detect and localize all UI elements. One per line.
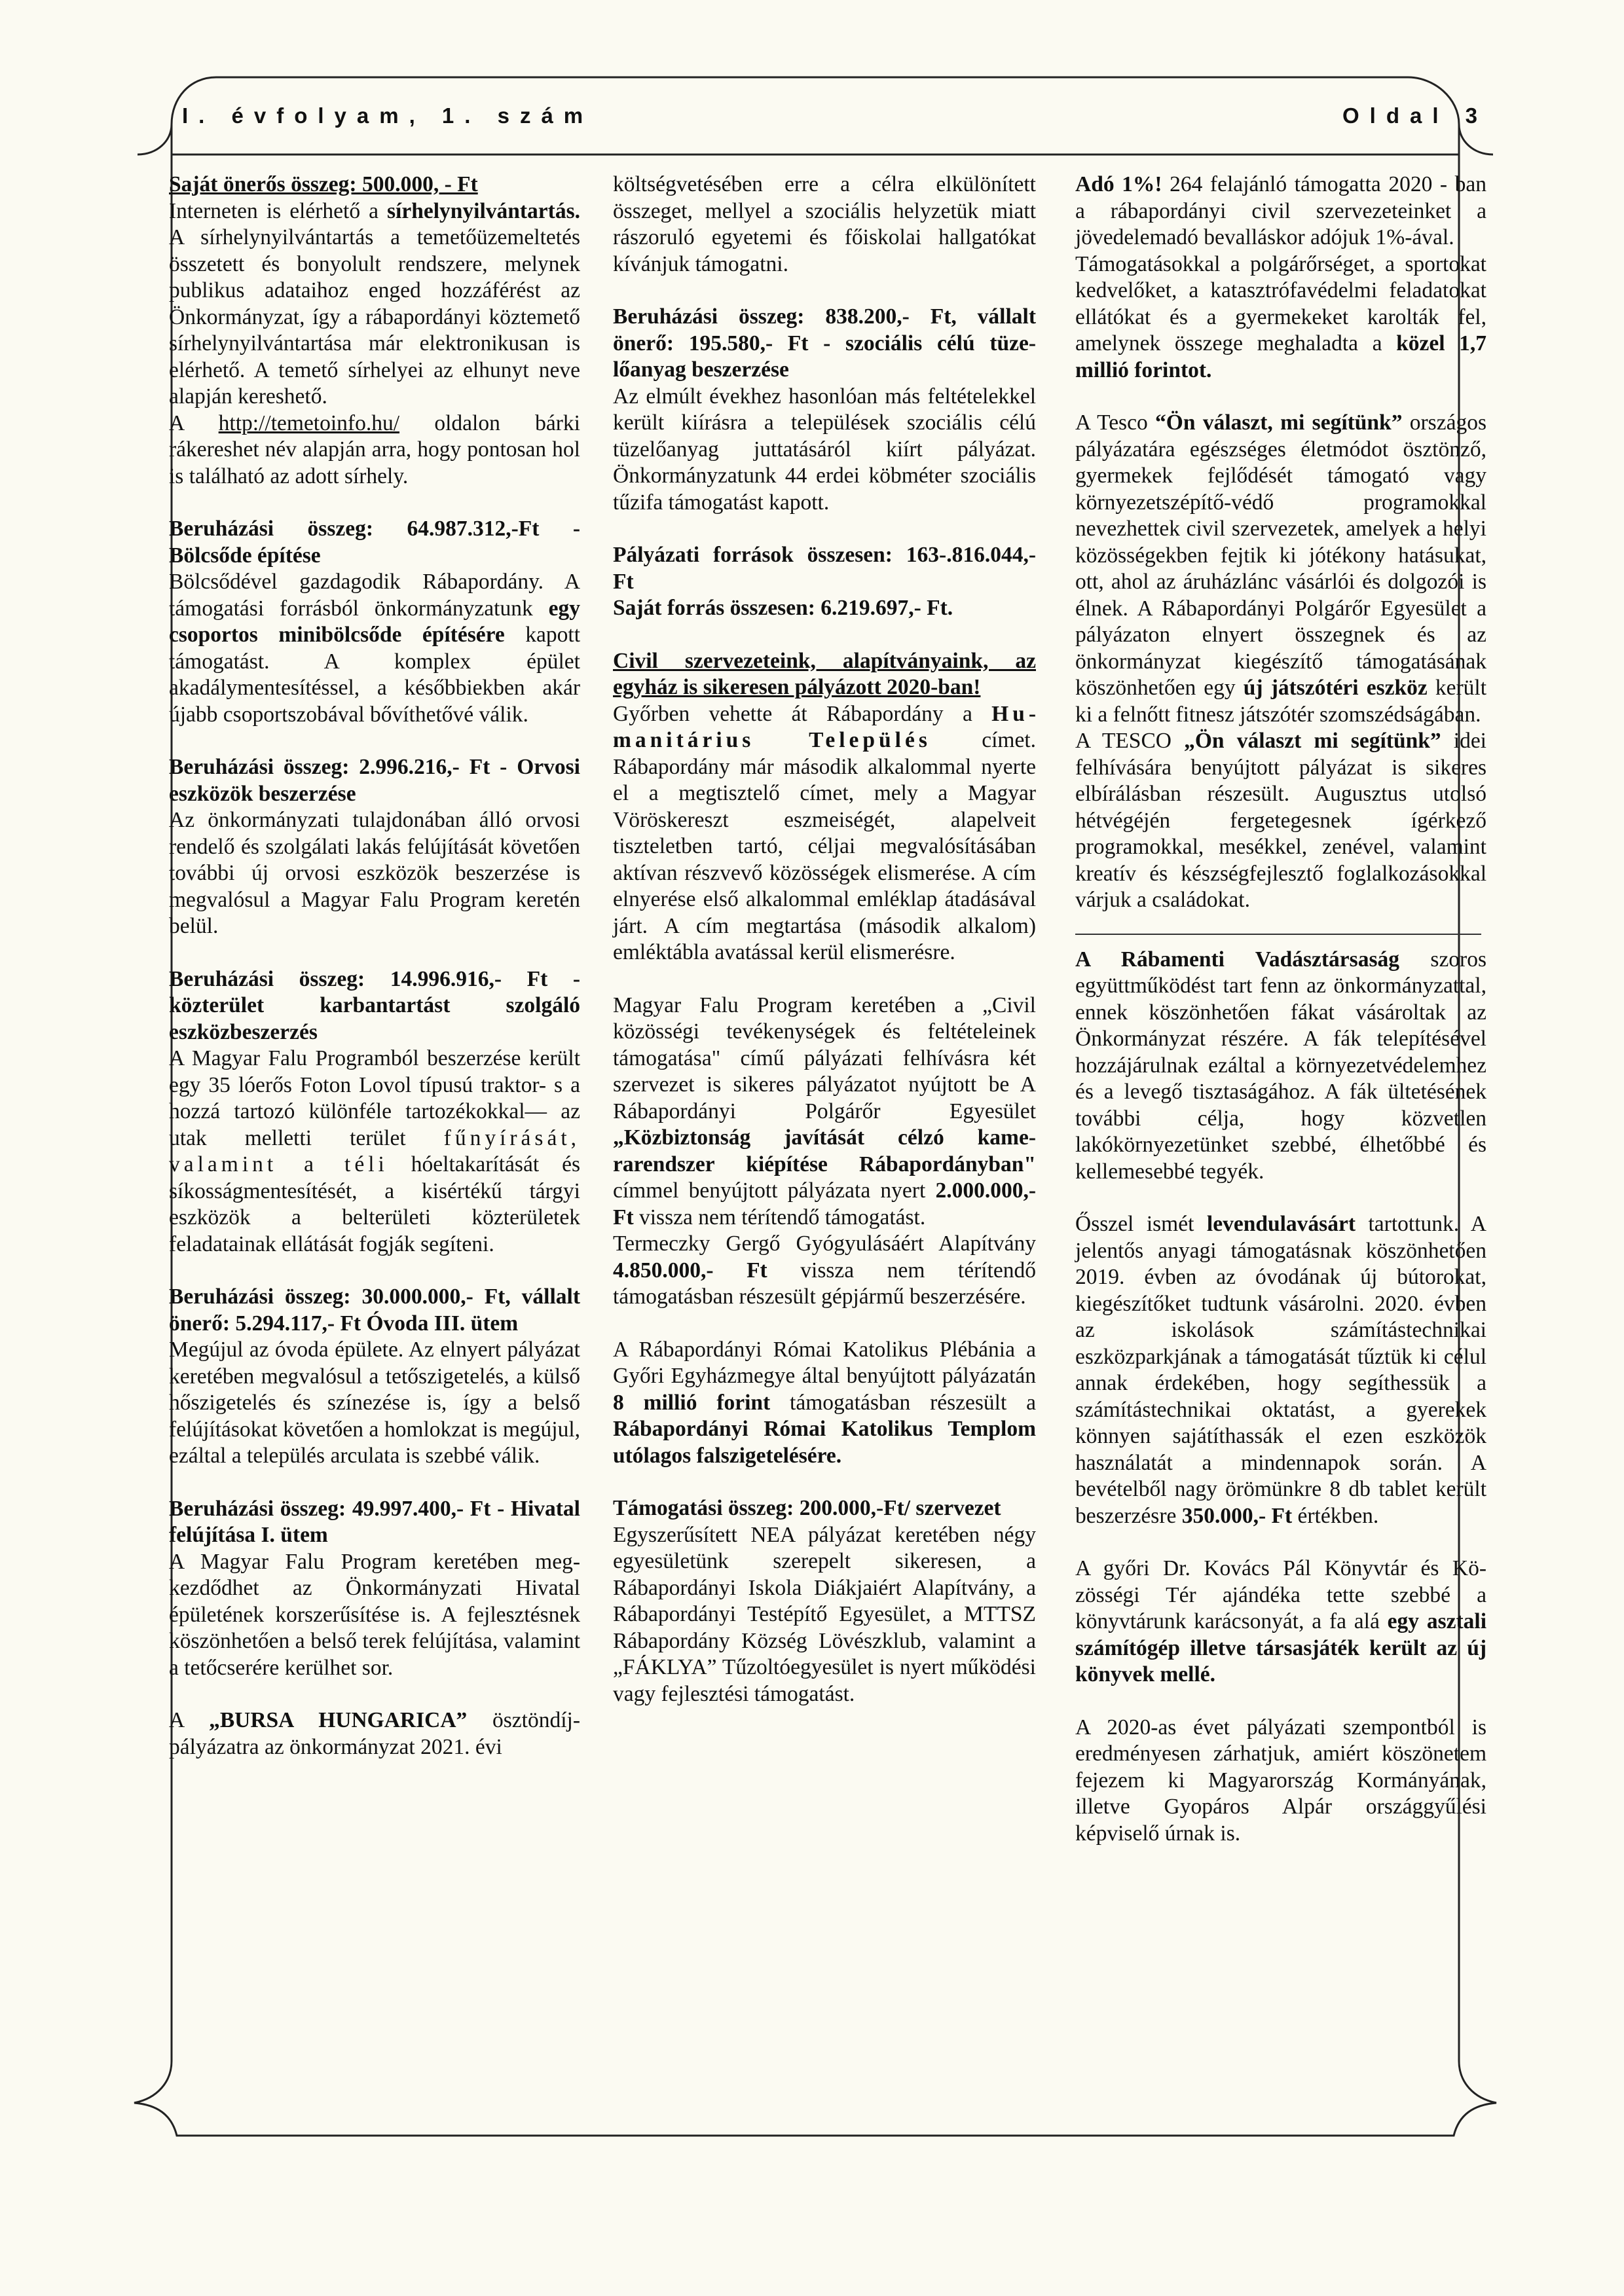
section-heading: Beruházási összeg: 49.997.400,- Ft - Hivatal felújítása I. ütem bbox=[169, 1496, 580, 1547]
page-number: Oldal 3 bbox=[1342, 103, 1488, 128]
paragraph: A http://temetoinfo.hu/ oldalon bárki rákereshet név alapján arra, hogy pontosan hol is található az adott sírhely. bbox=[169, 410, 580, 488]
paragraph: Támogatásokkal a polgárőrséget, a sportokat kedvelőket, a katasztrófavédelmi feladatokat ellátókat és a gyermekeket karolták fel, amelynek összege meghaladta a közel 1,7 millió forintot. bbox=[1075, 251, 1486, 382]
paragraph: A „BURSA HUNGARICA” ösztöndíjpályázatra az önkormányzat 2021. évi bbox=[169, 1708, 580, 1759]
paragraph: Magyar Falu Program keretében a „Civil közösségi tevékenységek és feltételeinek támogatása" című pályázati felhívásra két szervezet is sikeres pályázatot nyújtott be A Rábapordányi Polgárőr Egyesület „Közbiztonság javítását célzó kamerarendszer kiépítése Rábapordányban" címmel benyújtott pályázata nyert 2.000.000,- Ft vissza nem térítendő támogatást. bbox=[613, 993, 1036, 1230]
paragraph: A TESCO „Ön választ mi segítünk” idei felhívására benyújtott pályázat is sikeres elbírálásban részesült. Augusztus utolsó hétvégéjén fergetegesnek ígérkező programokkal, mesékkel, zenével, valamint kreatív és készségfejlesztő foglalkozásokkal várjuk a családokat. bbox=[1075, 729, 1486, 912]
paragraph: Győrben vehette át Rábapordány a Humanitárius Település címet. Rábapordány már második alkalommal nyerte el a megtisztelő címet, mely a Magyar Vöröskereszt eszmeiségét, alapelveit tiszteletben tartó, céljai megvalósításában aktívan részvevő közösségek elismerése. A cím elnyerése első alkalommal emléklap átadásával járt. A cím megtartása (második alkalom) emléktábla avatással kerül elismerésre. bbox=[613, 701, 1036, 964]
section-heading: Beruházási összeg: 30.000.000,- Ft, vállalt önerő: 5.294.117,- Ft Óvoda III. ütem bbox=[169, 1285, 580, 1336]
totals-line: Pályázati források összesen: 163-.816.044,- Ft bbox=[613, 543, 1036, 594]
section-heading: Beruházási összeg: 2.996.216,- Ft - Orvosi eszközök beszerzése bbox=[169, 755, 580, 806]
column-2 bbox=[613, 172, 1036, 1707]
paragraph: A Tesco “Ön választ, mi segítünk” országos pályázatára egészséges életmódot ösztönző, gyermekek fejlődését támogató vagy környezetszépítő-védő programokkal nevezhettek civil szervezetek, amelyek a helyi közösségekben fejtik ki jótékony hatásukat, ott, ahol az áruházlánc vásárlói és dolgozói is élnek. A Rábapordányi Polgárőr Egyesület a pályázaton elnyert összegnek és az önkormányzat kiegészítő támogatásának köszönhetően egy új játszótéri eszköz került ki a felnőtt fitnesz játszótér szomszédságában. bbox=[1075, 410, 1486, 727]
paragraph: Megújul az óvoda épülete. Az elnyert pályázat keretében megvalósul a tetőszigetelés, a külső hőszigetelés és színezése is, így a belső felújításokat követően a homlokzat is megújul, ezáltal a település arculata is szebbé válik. bbox=[169, 1338, 580, 1468]
section-heading: Beruházási összeg: 838.200,- Ft, vállalt önerő: 195.580,- Ft - szociális célú tüzelőanyag beszerzése bbox=[613, 304, 1036, 382]
totals-line: Saját forrás összesen: 6.219.697,- Ft. bbox=[613, 596, 953, 620]
paragraph: Az elmúlt évekhez hasonlóan más feltételekkel került kiírásra a települések szociális célú tüzelőanyag juttatásáról kiírt pályázat. Önkormányzatunk 44 erdei köbméter szociális tűzifa támogatást kapott. bbox=[613, 384, 1036, 515]
paragraph: Termeczky Gergő Gyógyulásáért Alapítvány 4.850.000,- Ft vissza nem térítendő támogatásban részesült gépjármű beszerzésére. bbox=[613, 1231, 1036, 1309]
paragraph: A 2020-as évet pályázati szempontból is eredményesen zárhatjuk, amiért köszönetem fejezem ki Magyarország Kormányának, illetve Gyopáros Alpár országgyűlési képviselő úrnak is. bbox=[1075, 1715, 1486, 1846]
paragraph: Interneten is elérhető a sírhelynyilvántartás. A sírhelynyilvántartás a temetőüzemeltetés összetett és bonyolult rendszere, melynek publikus adataihoz enged hozzáférést az Önkormányzat, így a rábapordányi köztemető sírhelynyilvántartása már elektronikusan is elérhető. A temető sírhelyei az elhunyt neve alapján kereshető. bbox=[169, 198, 580, 409]
paragraph: Bölcsődével gazdagodik Rábapordány. A támogatási forrásból önkormányzatunk egy csoportos minibölcsőde építésére kapott támogatást. A komplex épület akadálymentesítéssel, a későbbiekben akár újabb csoportszobával bővíthetővé válik. bbox=[169, 570, 580, 727]
paragraph: költségvetésében erre a célra elkülönített összeget, mellyel a szociális helyzetük miatt rászoruló egyetemi és főiskolai hallgatókat kívánjuk támogatni. bbox=[613, 172, 1036, 276]
section-heading: Saját önerős összeg: 500.000, - Ft bbox=[169, 172, 478, 196]
paragraph: A győri Dr. Kovács Pál Könyvtár és Közösségi Tér ajándéka tette szebbé a könyvtárunk karácsonyát, a fa alá egy asztali számítógép illetve társasjáték került az új könyvek mellé. bbox=[1075, 1556, 1487, 1686]
section-heading: Beruházási összeg: 14.996.916,- Ft - közterület karbantartást szolgáló eszközbeszerzés bbox=[169, 966, 580, 1044]
paragraph: A Rábamenti Vadásztársaság szoros együttműködést tart fenn az önkormányzattal, ennek köszönhetően fákat vásároltak az Önkormányzat részére. A fák telepítésével hozzájárulnak ezáltal a környezetvédelemhez és a levegő tisztaságához. A fák ültetésének további célja, hogy közvetlen lakókörnyezetünket szebbé, élhetőbbé és kellemesebbé tegyék. bbox=[1075, 947, 1486, 1184]
section-heading: Beruházási összeg: 64.987.312,-Ft - Bölcsőde építése bbox=[169, 517, 580, 568]
paragraph: A Magyar Falu Program keretében megkezdődhet az Önkormányzati Hivatal épületének korszerűsítése is. A fejlesztésnek köszönhetően a belső terek felújítása, valamint a tetőcserére kerülhet sor. bbox=[169, 1549, 580, 1680]
divider bbox=[1075, 934, 1481, 935]
paragraph: Ősszel ismét levendulavásárt tartottunk. A jelentős anyagi támogatásnak köszönhetően 2019. évben az óvodának új bútorokat, kiegészítőket tudtunk vásárolni. 2020. évben az iskolások számítástechnikai eszközparkjának a támogatását tűztük ki célul annak érdekében, hogy segíthessük a számítástechnikai oktatást, a gyerekek könnyen sajátíthassák el ezen eszközök használatát a mindennapok során. A bevételből nagy örömünkre 8 db tablet került beszerzésre 350.000,- Ft értékben. bbox=[1075, 1212, 1486, 1528]
paragraph: Az önkormányzati tulajdonában álló orvosi rendelő és szolgálati lakás felújítását követően további új orvosi eszközök beszerzése is megvalósul a Magyar Falu Program keretén belül. bbox=[169, 808, 580, 938]
section-heading: Civil szervezeteink, alapítványaink, az egyház is sikeresen pályázott 2020-ban! bbox=[613, 648, 1036, 699]
temetoinfo-link[interactable]: http://temetoinfo.hu/ bbox=[218, 410, 400, 435]
issue-label: I. évfolyam, 1. szám bbox=[182, 103, 594, 128]
paragraph: A Rábapordányi Római Katolikus Plébánia a Győri Egyházmegye által benyújtott pályázatán 8 millió forint támogatásban részesült a Rábapordányi Római Katolikus Templom utólagos falszigetelésére. bbox=[613, 1337, 1036, 1468]
paragraph: Egyszerűsített NEA pályázat keretében négy egyesületünk szerepelt sikeresen, a Rábapordányi Iskola Diákjaiért Alapítvány, a Rábapordányi Testépítő Egyesület, a MTTSZ Rábapordány Község Lövészklub, valamint a „FÁKLYA” Tűzoltóegyesület is nyert működési vagy fejlesztési támogatást. bbox=[613, 1522, 1036, 1706]
paragraph: Adó 1%! 264 felajánló támogatta 2020 - ban a rábapordányi civil szervezeteinket a jövedelemadó bevalláskor adójuk 1%-ával. bbox=[1075, 172, 1486, 249]
corner-br bbox=[1408, 2061, 1496, 2136]
paragraph: A Magyar Falu Programból beszerzése került egy 35 lóerős Foton Lovol típusú traktor- s a hozzá tartozó különféle tartozékokkal— az utak melletti terület fűnyírását, valamint a téli hóeltakarítását és síkosságmentesítését, a kisértékű tárgyi eszközök a belterületi közterületek feladatainak ellátását fogják segíteni. bbox=[169, 1046, 580, 1256]
column-3 bbox=[1075, 172, 1486, 1847]
corner-bl bbox=[134, 2061, 216, 2136]
column-1 bbox=[169, 172, 580, 1760]
section-heading: Támogatási összeg: 200.000,-Ft/ szervezet bbox=[613, 1496, 1001, 1520]
